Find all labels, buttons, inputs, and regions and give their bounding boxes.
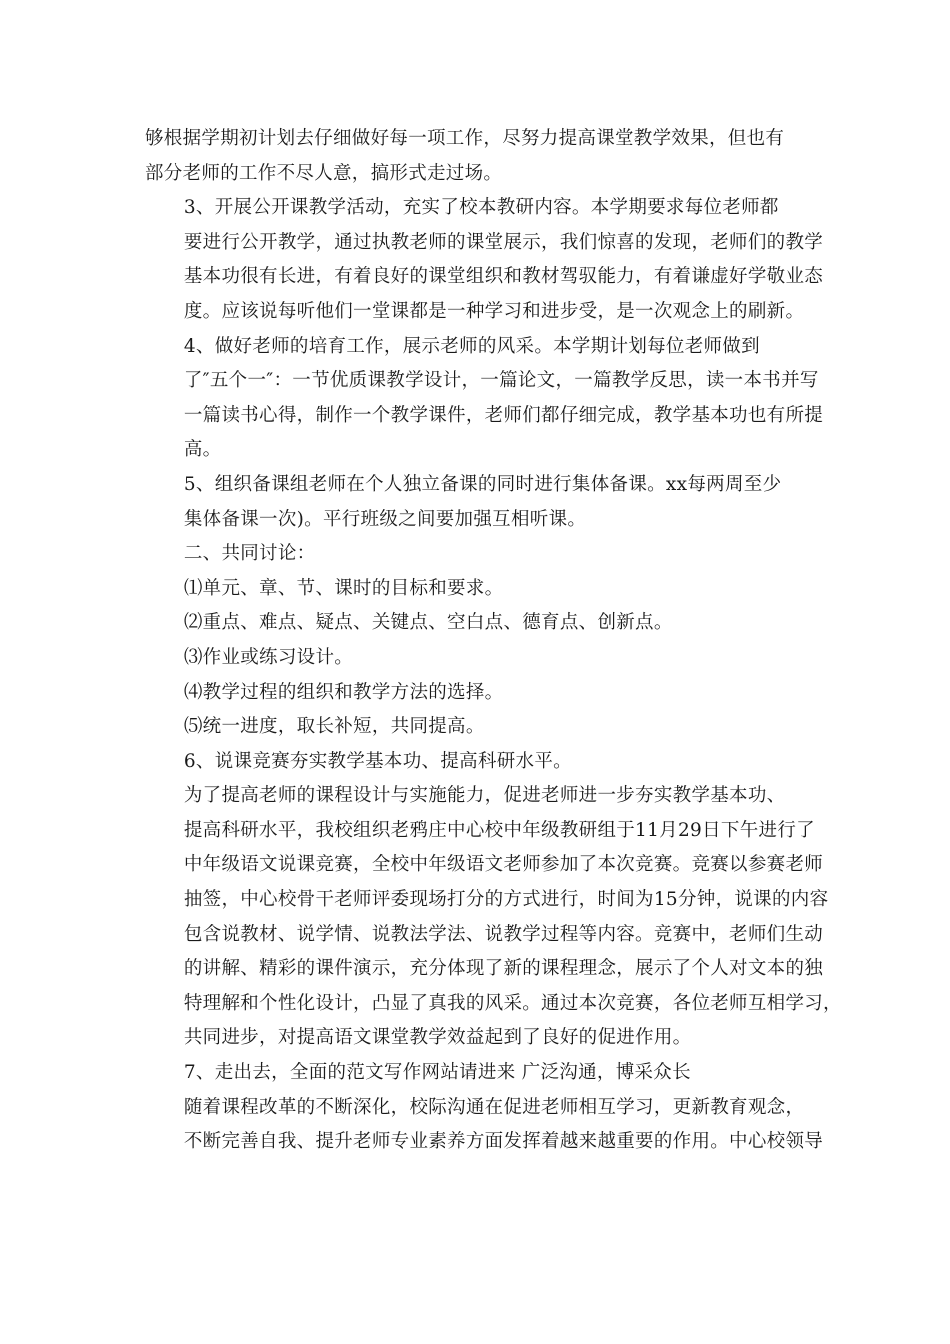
text-line: 5、组织备课组老师在个人独立备课的同时进行集体备课。xx每两周至少 — [183, 473, 782, 495]
text-line: 不断完善自我、提升老师专业素养方面发挥着越来越重要的作用。中心校领导 — [183, 1131, 824, 1153]
text-line: 6、说课竞赛夯实教学基本功、提高科研水平。 — [183, 750, 572, 772]
paragraph-item-7 — [145, 1056, 805, 1091]
paragraph-item-3 — [145, 191, 824, 329]
text-line: 集体备课一次)。平行班级之间要加强互相听课。 — [183, 508, 587, 530]
paragraph-continuation — [145, 122, 805, 191]
text-line: 够根据学期初计划去仔细做好每一项工作，尽努力提高课堂教学效果，但也有 — [145, 128, 785, 149]
text-line: 共同进步，对提高语文课堂教学效益起到了良好的促进作用。 — [183, 1027, 692, 1049]
paragraph-sub-3 — [145, 641, 805, 676]
text-line: 随着课程改革的不断深化，校际沟通在促进老师相互学习，更新教育观念， — [183, 1096, 805, 1118]
text-line: ⑴单元、章、节、课时的目标和要求。 — [183, 577, 504, 599]
text-line: 提高科研水平，我校组织老鸦庄中心校中年级教研组于11月29日下午进行了 — [183, 819, 815, 841]
text-line: 要进行公开教学，通过执教老师的课堂展示，我们惊喜的发现，老师们的教学 — [183, 231, 824, 253]
text-line: ⑶作业或练习设计。 — [183, 646, 354, 668]
paragraph-sub-4 — [145, 676, 805, 711]
paragraph-heading-2 — [145, 537, 805, 572]
paragraph-item-7-body — [145, 1091, 824, 1160]
paragraph-item-4 — [145, 330, 824, 468]
text-line: 一篇读书心得，制作一个教学课件，老师们都仔细完成，教学基本功也有所提 — [183, 404, 824, 426]
text-line: 中年级语文说课竞赛，全校中年级语文老师参加了本次竞赛。竞赛以参赛老师 — [183, 854, 824, 876]
text-line: ⑵重点、难点、疑点、关键点、空白点、德育点、创新点。 — [183, 612, 673, 634]
text-line: 3、开展公开课教学活动，充实了校本教研内容。本学期要求每位老师都 — [183, 197, 779, 219]
text-line: 二、共同讨论： — [183, 543, 316, 565]
text-line: 特理解和个性化设计，凸显了真我的风采。通过本次竞赛，各位老师互相学习， — [183, 992, 842, 1014]
text-line: 基本功很有长进，有着良好的课堂组织和教材驾驭能力，有着谦虚好学敬业态 — [183, 266, 824, 288]
text-line: 抽签，中心校骨干老师评委现场打分的方式进行，时间为15分钟，说课的内容 — [183, 889, 829, 911]
text-line: 包含说教材、说学情、说教法学法、说教学过程等内容。竞赛中，老师们生动 — [183, 923, 824, 945]
text-line: 4、做好老师的培育工作，展示老师的风采。本学期计划每位老师做到 — [183, 335, 760, 357]
paragraph-sub-1 — [145, 572, 805, 607]
text-line: 部分老师的工作不尽人意，搞形式走过场。 — [145, 162, 503, 184]
text-line: 7、走出去，全面的范文写作网站请进来 广泛沟通，博采众长 — [183, 1062, 691, 1084]
text-line: 度。应该说每听他们一堂课都是一种学习和进步受，是一次观念上的刷新。 — [183, 300, 805, 322]
paragraph-item-6-body — [145, 779, 842, 1056]
text-line: 了″五个一″：一节优质课教学设计，一篇论文，一篇教学反思，读一本书并写 — [183, 370, 819, 392]
text-line: ⑸统一进度，取长补短，共同提高。 — [183, 716, 485, 738]
paragraph-sub-5 — [145, 710, 805, 745]
text-line: 高。 — [183, 439, 222, 461]
paragraph-item-5 — [145, 468, 805, 537]
text-line: 的讲解、精彩的课件演示，充分体现了新的课程理念，展示了个人对文本的独 — [183, 958, 824, 980]
document-body — [145, 122, 842, 1160]
paragraph-sub-2 — [145, 606, 805, 641]
text-line: 为了提高老师的课程设计与实施能力，促进老师进一步夯实教学基本功、 — [183, 785, 786, 807]
text-line: ⑷教学过程的组织和教学方法的选择。 — [183, 681, 504, 703]
paragraph-item-6 — [145, 745, 805, 780]
